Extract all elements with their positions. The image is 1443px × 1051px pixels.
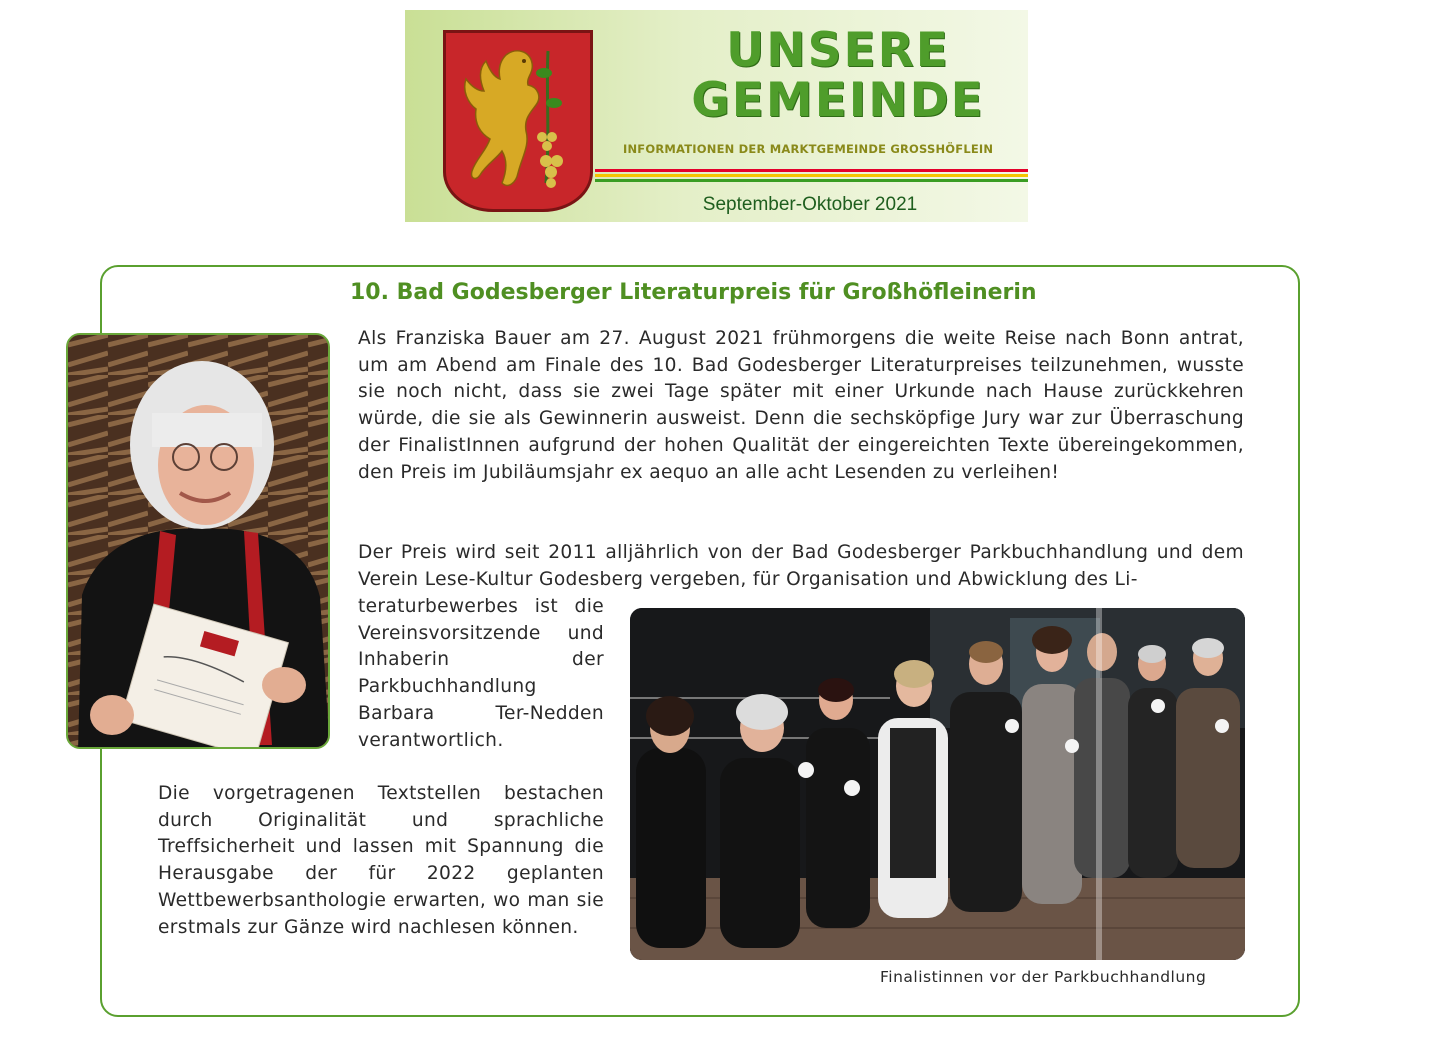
coat-of-arms-logo [443, 30, 593, 212]
article-headline: 10. Bad Godesberger Literaturpreis für Großhöfleinerin [350, 280, 1037, 305]
group-photo [630, 608, 1245, 960]
stripe-1 [595, 169, 1028, 172]
masthead-title: UNSERE GEMEINDE [691, 23, 985, 128]
stripe-3 [595, 179, 1028, 182]
stripe-2 [595, 174, 1028, 177]
article-paragraph-2-continued: teraturbewerbes ist die Vereinsvorsitzende und Inhaberin der Parkbuchhandlung Barbara Ter-Nedden verantwortlich. [358, 596, 604, 751]
article-paragraph-3: Die vorgetragenen Textstellen bestachen durch Originalität und sprachliche Treffsicherheit und lassen mit Spannung die Herausgabe der für 2022 geplanten Wettbewerbsanthologie erwarten, wo man sie erstmals zur Gänze wird nachlesen können. [158, 783, 604, 938]
masthead-banner [405, 10, 1028, 222]
portrait-photo [66, 333, 330, 749]
masthead-subtitle: INFORMATIONEN DER MARKTGEMEINDE GROSSHÖFLEIN [623, 142, 994, 156]
photo-caption: Finalistinnen vor der Parkbuchhandlung [880, 968, 1207, 986]
issue-date: September-Oktober 2021 [702, 194, 918, 215]
article-paragraph-2: Der Preis wird seit 2011 alljährlich von der Bad Godesberger Parkbuchhandlung und dem Verein Lese-Kultur Godesberg vergeben, für Organisation und Abwicklung des Li- [358, 542, 1244, 590]
article-paragraph-1: Als Franziska Bauer am 27. August 2021 frühmorgens die weite Reise nach Bonn antrat, um am Abend am Finale des 10. Bad Godesberger Literaturpreises teilzunehmen, wusste sie noch nicht, dass sie zwei Tage später mit einer Urkunde nach Hause zurückkehren würde, die sie als Gewinnerin ausweist. Denn die sechsköpfige Jury war zur Überraschung der FinalistInnen aufgrund der hohen Qualität der eingereichten Texte übereingekommen, den Preis im Jubiläumsjahr ex aequo an alle acht Lesenden zu verleihen! [358, 328, 1244, 483]
